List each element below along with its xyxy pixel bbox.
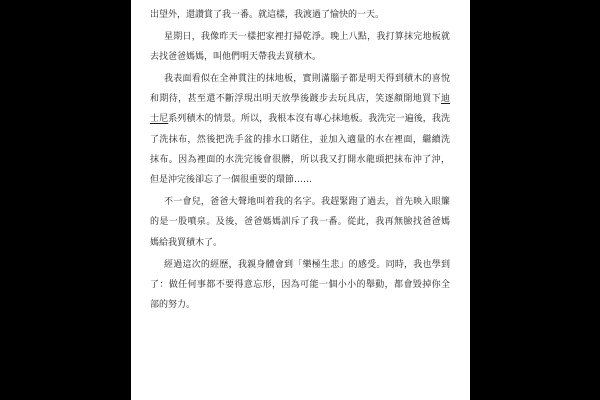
text-line: 星期日，我像昨天一樣把家裡打掃乾淨。晚上八點，我打算抹完地板就 — [164, 31, 450, 42]
text-line: 了洗抹布，然後把洗手盆的排水口賭住，並加入適量的水在裡面，繼續洗 — [150, 134, 450, 145]
text-line: 的是一股噴泉。及後，爸爸媽媽訓斥了我一番。從此，我再無臉找爸爸媽 — [150, 217, 450, 228]
text-line: 出望外，還讚賞了我一番。就這樣，我渡過了愉快的一天。 — [150, 10, 385, 20]
text-line — [150, 109, 450, 129]
text-line: 但是沖完後卻忘了一個很重要的環節…… — [150, 175, 313, 186]
document-page — [131, 0, 470, 400]
text-line: 了：做任何事都不要得意忘形，因為可能一個小小的舉動，都會毀掉你全 — [150, 279, 450, 290]
paragraph — [150, 69, 450, 191]
text-line — [150, 89, 450, 109]
underlined-proper-noun: 士尼 — [150, 114, 169, 125]
text-line: 我表面看似在全神貫注的抹地板，實則滿腦子都是明天得到積木的喜悅 — [164, 73, 450, 84]
paragraph — [150, 27, 450, 68]
text-line: 不一會兒，爸爸大聲地叫着我的名字。我趕緊跑了過去，首先映入眼簾 — [164, 197, 450, 208]
text-segment: 和期待，甚至還不斷浮現出明天放學後踱步去玩具店，笑逐顏開地買下 — [150, 94, 441, 105]
page-text — [150, 5, 450, 317]
text-line: 部的努力。 — [150, 300, 196, 311]
underlined-proper-noun: 迪 — [440, 94, 450, 105]
text-line: 抹布。因為裡面的水洗完後會很髒，所以我又打開水龍頭把抹布沖了沖， — [150, 155, 450, 166]
text-line: 經過這次的經歷，我親身體會到「樂極生悲」的感受。同時，我也學到 — [164, 259, 450, 270]
text-line: 媽給我買積木了。 — [150, 237, 223, 248]
paragraph — [150, 192, 450, 253]
paragraph — [150, 255, 450, 316]
text-line: 去找爸爸媽媽，叫他們明天帶我去買積木。 — [150, 52, 322, 63]
text-segment: 系列積木的情景。所以，我根本沒有專心抹地板。我洗完一遍後，我洗 — [168, 114, 450, 125]
paragraph — [150, 5, 450, 25]
